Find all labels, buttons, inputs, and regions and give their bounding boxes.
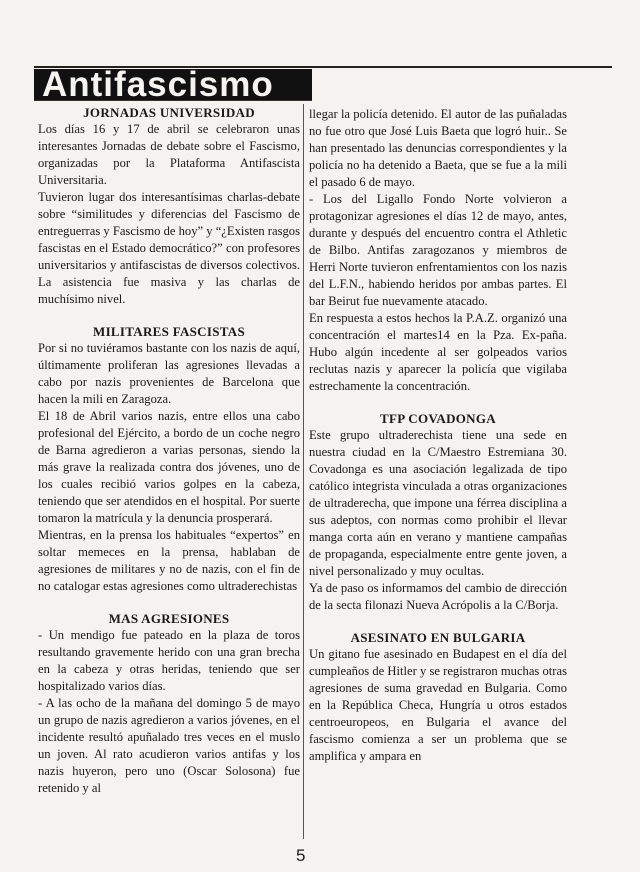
- heading-jornadas: JORNADAS UNIVERSIDAD: [83, 105, 255, 120]
- heading-bulgaria: ASESINATO EN BULGARIA: [350, 630, 526, 645]
- paragraph: - A las ocho de la mañana del domingo 5 de mayo un grupo de nazis agredieron a varios jóvenes, en el incidente resultó apuñalado tres veces en el muslo un joven. Al rato acudieron varios antifas y los nazis huyeron, pero uno (Oscar Solosona) fue retenido y al: [38, 696, 300, 795]
- paragraph: Tuvieron lugar dos interesantísimas charlas-debate sobre “similitudes y diferencias del Fascismo de entreguerras y Fascismo de hoy” y “¿Existen rasgos fascistas en el Estado democrático?” con profesores universitarios y antifascistas de diversos colectivos. La asistencia fue masiva y las charlas de muchísimo nivel.: [38, 190, 300, 306]
- paragraph: Este grupo ultraderechista tiene una sede en nuestra ciudad en la C/Maestro Estremiana 30. Covadonga es una asociación legalizada de tipo católico integrista vinculada a otras organizaciones de ultraderecha, que impone una férrea disciplina a sus adeptos, con normas como prohibir el llevar manga corta aún en verano y mantiene campañas de propaganda, especialmente entre gente joven, a nivel personalizado y muy ocultas.: [309, 428, 567, 578]
- paragraph: En respuesta a estos hechos la P.A.Z. organizó una concentración el martes14 en la Pza. Ex-paña. Hubo algún incedente al ser golpeados varios reclutas nazis y aparecer la policía que vigilaba estrechamente la concentración.: [309, 311, 567, 393]
- heading-agresiones: MAS AGRESIONES: [108, 611, 230, 626]
- left-column: [38, 104, 300, 797]
- paragraph: Un gitano fue asesinado en Budapest en el día del cumpleaños de Hitler y se registraron muchas otras agresiones de suma gravedad en Bulgaria. Como en la República Checa, Hungría u otros estados centroeuropeos, en Bulgaria el avance del fascismo comienza a ser un problema que se amplifica y ampara en: [309, 647, 567, 763]
- page-number: 5: [296, 846, 306, 865]
- right-column: [309, 106, 567, 765]
- paragraph: El 18 de Abril varios nazis, entre ellos una cabo profesional del Ejército, a bordo de un coche negro de Barna agredieron a varias personas, siendo la más grave la realizada contra dos jóvenes, uno de los cuales recibió varios golpes en la cabeza, teniendo que ser atendidos en el hospital. Por suerte tomaron la matrícula y la denuncia prosperará.: [38, 409, 300, 525]
- paragraph: llegar la policía detenido. El autor de las puñaladas no fue otro que José Luis Baeta que logró huir.. Se han presentado las denuncias correspondientes y la policía no ha detenido a Baeta, que se fue a la mili el pasado 6 de mayo.: [309, 107, 567, 189]
- column-divider: [303, 104, 304, 839]
- paragraph: Ya de paso os informamos del cambio de dirección de la secta filonazi Nueva Acrópolis a la C/Borja.: [309, 581, 567, 612]
- paragraph: Por si no tuviéramos bastante con los nazis de aquí, últimamente proliferan las agresiones llevadas a cabo por nazis provenientes de Barcelona que hacen la mili en Zaragoza.: [38, 341, 300, 406]
- masthead-underline: [34, 100, 312, 101]
- heading-covadonga: TFP COVADONGA: [380, 411, 496, 426]
- section-masthead: [34, 69, 312, 100]
- paragraph: Mientras, en la prensa los habituales “expertos” en soltar memeces en la prensa, hablaban de agresiones de militares y no de nazis, con el fin de no catalogar estas agresiones como ultraderechistas: [38, 528, 300, 593]
- paragraph: Los días 16 y 17 de abril se celebraron unas interesantes Jornadas de debate sobre el Fascismo, organizadas por la Plataforma Antifascista Universitaria.: [38, 122, 300, 187]
- heading-militares: MILITARES FASCISTAS: [93, 324, 245, 339]
- section-title: Antifascismo: [42, 69, 274, 100]
- paragraph: - Los del Ligallo Fondo Norte volvieron a protagonizar agresiones el días 12 de mayo, antes, durante y después del encuentro contra el Athletic de Bilbo. Antifas zaragozanos y miembros de Herri Norte tuvieron enfrentamientos con los nazis del L.F.N., habiendo heridos por ambas partes. El bar Beirut fue nuevamente atacado.: [309, 192, 567, 308]
- paragraph: - Un mendigo fue pateado en la plaza de toros resultando gravemente herido con una gran brecha en la cabeza y otras heridas, teniendo que ser hospitalizado varios días.: [38, 628, 300, 693]
- top-rule: [34, 66, 612, 68]
